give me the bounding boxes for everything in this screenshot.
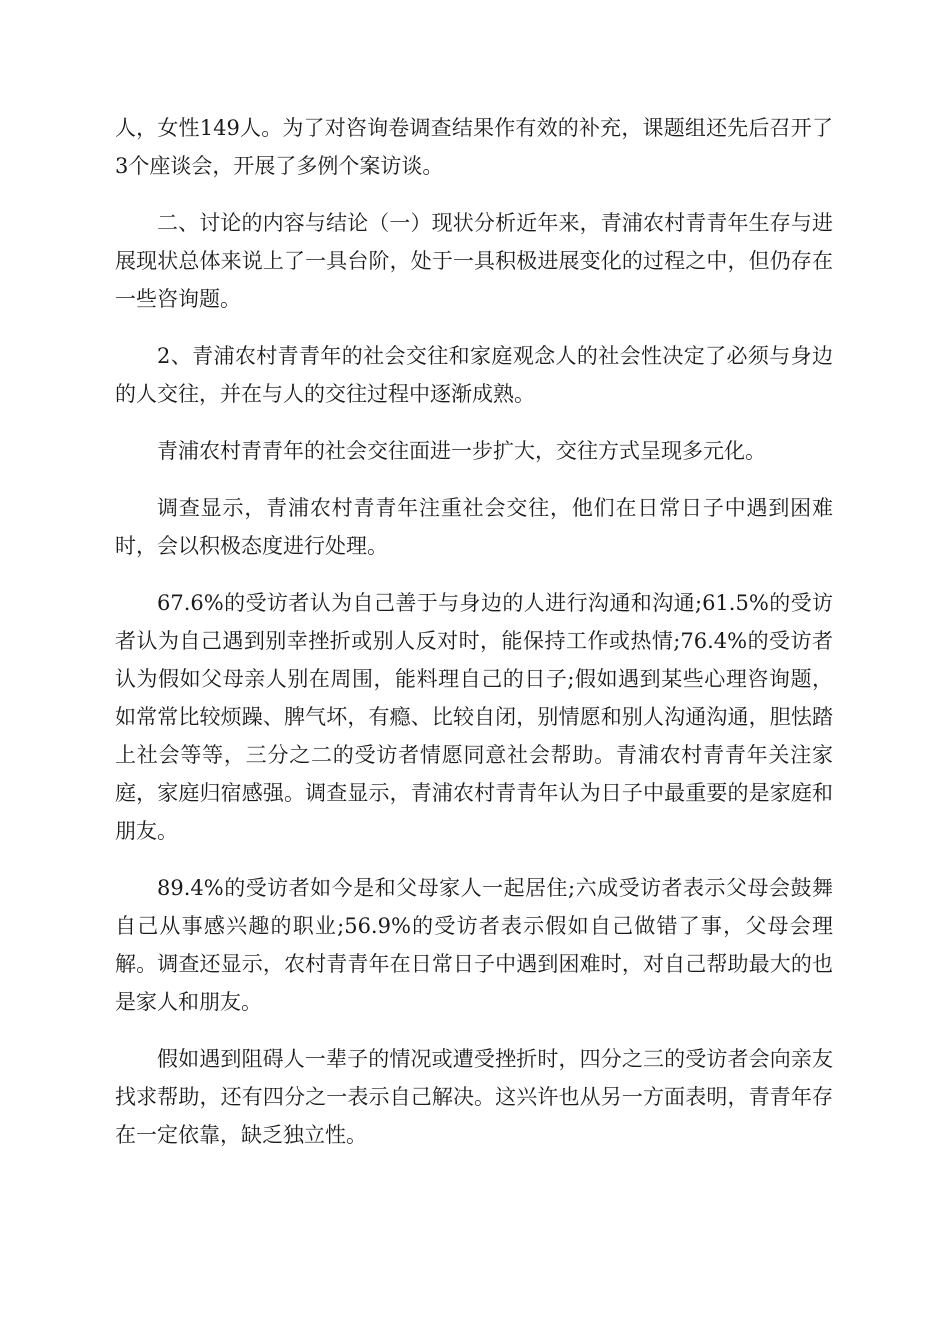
paragraph-communication-stats: 67.6%的受访者认为自己善于与身边的人进行沟通和沟通;61.5%的受访者认为自己遇到别幸挫折或别人反对时，能保持工作或热情;76.4%的受访者认为假如父母亲人别在周围，能料理自己的日子;假如遇到某些心理咨询题，如常常比较烦躁、脾气坏，有瘾、比较自闭，别情愿和别人沟通沟通，胆怯踏上社会等等，三分之二的受访者情愿同意社会帮助。青浦农村青青年关注家庭，家庭归宿感强。调查显示，青浦农村青青年认为日子中最重要的是家庭和朋友。	[115, 591, 833, 843]
paragraph-family-stats: 89.4%的受访者如今是和父母家人一起居住;六成受访者表示父母会鼓舞自己从事感兴趣的职业;56.9%的受访者表示假如自己做错了事，父母会理解。调查还显示，农村青青年在日常日子中遇到困难时，对自己帮助最大的也是家人和朋友。	[115, 876, 833, 1014]
paragraph-survey-attitude: 调查显示，青浦农村青青年注重社会交往，他们在日常日子中遇到困难时，会以积极态度进行处理。	[115, 496, 833, 558]
paragraph-discussion-intro: 二、讨论的内容与结论（一）现状分析近年来，青浦农村青青年生存与进展现状总体来说上了一具台阶，处于一具积极进展变化的过程之中，但仍存在一些咨询题。	[115, 211, 833, 311]
paragraph-social-interaction-heading: 2、青浦农村青青年的社会交往和家庭观念人的社会性决定了必须与身边的人交往，并在与人的交往过程中逐渐成熟。	[115, 344, 833, 406]
document-body	[115, 109, 833, 1173]
paragraph-survey-method: 人，女性149人。为了对咨询卷调查结果作有效的补充，课题组还先后召开了3个座谈会，开展了多例个案访谈。	[115, 116, 833, 178]
paragraph-setback-support: 假如遇到阻碍人一辈子的情况或遭受挫折时，四分之三的受访者会向亲友找求帮助，还有四分之一表示自己解决。这兴许也从另一方面表明，青青年存在一定依靠，缺乏独立性。	[115, 1047, 833, 1147]
paragraph-social-scope: 青浦农村青青年的社会交往面进一步扩大，交往方式呈现多元化。	[157, 439, 766, 463]
